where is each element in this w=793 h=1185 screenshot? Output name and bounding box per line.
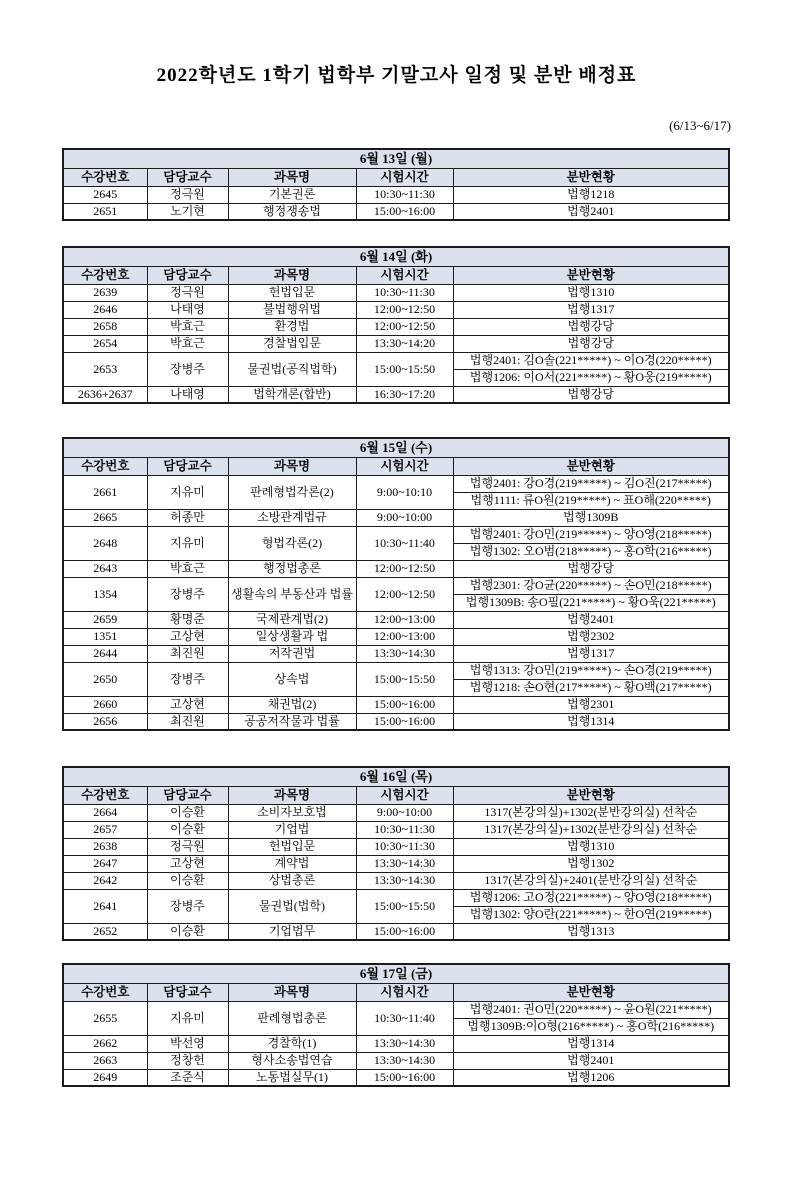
table-row (63, 872, 729, 889)
column-header-1: 담당교수 (147, 266, 228, 284)
cell-professor: 이승환 (147, 923, 228, 940)
cell-status: 법행2401: 강O경(219*****) ~ 김O진(217*****) (453, 475, 729, 492)
column-header-4: 분반현황 (453, 457, 729, 475)
cell-status: 1317(본강의실)+2401(분반강의실) 선착순 (453, 872, 729, 889)
cell-status: 1317(본강의실)+1302(분반강의실) 선착순 (453, 804, 729, 821)
cell-course-no: 2653 (63, 352, 147, 386)
cell-exam-time: 13:30~14:30 (356, 1035, 453, 1052)
table-row (63, 386, 729, 403)
column-header-3: 시험시간 (356, 266, 453, 284)
cell-status: 법행강당 (453, 318, 729, 335)
cell-status: 법행2401 (453, 203, 729, 220)
exam-table-day-1 (62, 148, 730, 221)
cell-professor: 황명준 (147, 611, 228, 628)
cell-professor: 나태영 (147, 386, 228, 403)
cell-exam-time: 15:00~16:00 (356, 923, 453, 940)
table-row (63, 509, 729, 526)
cell-subject: 상속법 (228, 662, 356, 696)
cell-exam-time: 13:30~14:30 (356, 872, 453, 889)
cell-course-no: 2642 (63, 872, 147, 889)
column-header-2: 과목명 (228, 786, 356, 804)
table-row (63, 577, 729, 594)
cell-course-no: 2655 (63, 1001, 147, 1035)
cell-exam-time: 15:00~16:00 (356, 713, 453, 730)
cell-subject: 저작권법 (228, 645, 356, 662)
cell-professor: 정극원 (147, 284, 228, 301)
table-row (63, 284, 729, 301)
cell-exam-time: 15:00~16:00 (356, 696, 453, 713)
table-row (63, 838, 729, 855)
cell-status: 법행강당 (453, 335, 729, 352)
cell-exam-time: 12:00~12:50 (356, 560, 453, 577)
cell-course-no: 1354 (63, 577, 147, 611)
column-header-4: 분반현황 (453, 786, 729, 804)
cell-subject: 형사소송법연습 (228, 1052, 356, 1069)
cell-status: 법행1314 (453, 713, 729, 730)
cell-exam-time: 13:30~14:20 (356, 335, 453, 352)
table-row (63, 335, 729, 352)
exam-table-day-5 (62, 963, 730, 1087)
cell-exam-time: 15:00~15:50 (356, 889, 453, 923)
table-row (63, 203, 729, 220)
cell-status: 법행강당 (453, 560, 729, 577)
cell-subject: 물권법(공직법학) (228, 352, 356, 386)
cell-course-no: 2644 (63, 645, 147, 662)
table-row (63, 1052, 729, 1069)
cell-subject: 행정법총론 (228, 560, 356, 577)
cell-exam-time: 15:00~15:50 (356, 662, 453, 696)
cell-exam-time: 15:00~15:50 (356, 352, 453, 386)
cell-exam-time: 9:00~10:00 (356, 804, 453, 821)
cell-subject: 경찰법입문 (228, 335, 356, 352)
cell-professor: 노기현 (147, 203, 228, 220)
cell-professor: 이승환 (147, 872, 228, 889)
cell-status: 법행1206: 고O정(221*****) ~ 양O영(218*****) (453, 889, 729, 906)
page-title: 2022학년도 1학기 법학부 기말고사 일정 및 분반 배정표 (156, 65, 637, 86)
cell-course-no: 2659 (63, 611, 147, 628)
column-header-4: 분반현황 (453, 266, 729, 284)
cell-professor: 지유미 (147, 475, 228, 509)
cell-status: 법행2301: 강O균(220*****) ~ 손O민(218*****) (453, 577, 729, 594)
cell-subject: 소비자보호법 (228, 804, 356, 821)
cell-status: 법행강당 (453, 386, 729, 403)
cell-subject: 계약법 (228, 855, 356, 872)
column-header-2: 과목명 (228, 457, 356, 475)
cell-course-no: 2651 (63, 203, 147, 220)
cell-course-no: 2656 (63, 713, 147, 730)
exam-table-day-4 (62, 766, 730, 941)
column-header-0: 수강번호 (63, 983, 147, 1001)
cell-status: 법행1309B (453, 509, 729, 526)
table-row (63, 1035, 729, 1052)
column-header-0: 수강번호 (63, 168, 147, 186)
table-date-header: 6월 13일 (월) (63, 149, 729, 168)
column-header-4: 분반현황 (453, 168, 729, 186)
cell-course-no: 2658 (63, 318, 147, 335)
table-date-header: 6월 14일 (화) (63, 247, 729, 266)
cell-subject: 헌법입문 (228, 838, 356, 855)
column-header-3: 시험시간 (356, 457, 453, 475)
cell-professor: 정극원 (147, 838, 228, 855)
cell-subject: 생활속의 부동산과 법률 (228, 577, 356, 611)
cell-course-no: 2647 (63, 855, 147, 872)
cell-status: 법행1313 (453, 923, 729, 940)
cell-exam-time: 13:30~14:30 (356, 645, 453, 662)
cell-professor: 최진원 (147, 645, 228, 662)
cell-professor: 고상현 (147, 628, 228, 645)
table-row (63, 526, 729, 543)
cell-professor: 지유미 (147, 526, 228, 560)
cell-exam-time: 12:00~12:50 (356, 301, 453, 318)
exam-table-day-2 (62, 246, 730, 404)
cell-exam-time: 10:30~11:30 (356, 838, 453, 855)
cell-status: 법행1206: 이O서(221*****) ~ 황O웅(219*****) (453, 369, 729, 386)
cell-status: 법행2401: 강O민(219*****) ~ 양O영(218*****) (453, 526, 729, 543)
cell-exam-time: 12:00~13:00 (356, 611, 453, 628)
table-row (63, 301, 729, 318)
cell-status: 법행2302 (453, 628, 729, 645)
table-date-header: 6월 15일 (수) (63, 438, 729, 457)
cell-subject: 판례형법총론 (228, 1001, 356, 1035)
cell-course-no: 2654 (63, 335, 147, 352)
table-date-header: 6월 16일 (목) (63, 767, 729, 786)
cell-status: 법행2401: 권O민(220*****) ~ 윤O원(221*****) (453, 1001, 729, 1018)
cell-status: 법행1302: 양O란(221*****) ~ 한O연(219*****) (453, 906, 729, 923)
cell-course-no: 1351 (63, 628, 147, 645)
cell-course-no: 2650 (63, 662, 147, 696)
column-header-3: 시험시간 (356, 786, 453, 804)
cell-subject: 기본권론 (228, 186, 356, 203)
cell-course-no: 2665 (63, 509, 147, 526)
table-row (63, 1001, 729, 1018)
cell-status: 법행2401 (453, 1052, 729, 1069)
cell-professor: 정극원 (147, 186, 228, 203)
cell-professor: 이승환 (147, 804, 228, 821)
cell-subject: 물권법(법학) (228, 889, 356, 923)
cell-status: 법행1309B:이O형(216*****) ~ 홍O학(216*****) (453, 1018, 729, 1035)
cell-course-no: 2643 (63, 560, 147, 577)
cell-status: 법행1310 (453, 284, 729, 301)
table-row (63, 1069, 729, 1086)
cell-subject: 헌법입문 (228, 284, 356, 301)
cell-exam-time: 13:30~14:30 (356, 1052, 453, 1069)
cell-exam-time: 15:00~16:00 (356, 1069, 453, 1086)
table-row (63, 475, 729, 492)
table-row (63, 696, 729, 713)
cell-exam-time: 10:30~11:30 (356, 186, 453, 203)
cell-professor: 장병주 (147, 577, 228, 611)
cell-status: 법행1218: 손O현(217*****) ~ 황O백(217*****) (453, 679, 729, 696)
cell-status: 법행2401 (453, 611, 729, 628)
cell-subject: 형법각론(2) (228, 526, 356, 560)
cell-status: 법행1317 (453, 301, 729, 318)
column-header-1: 담당교수 (147, 786, 228, 804)
cell-status: 법행1313: 강O민(219*****) ~ 손O경(219*****) (453, 662, 729, 679)
cell-subject: 불법행위법 (228, 301, 356, 318)
cell-course-no: 2638 (63, 838, 147, 855)
cell-professor: 최진원 (147, 713, 228, 730)
cell-exam-time: 16:30~17:20 (356, 386, 453, 403)
cell-status: 법행1302 (453, 855, 729, 872)
cell-subject: 일상생활과 법 (228, 628, 356, 645)
cell-professor: 조준식 (147, 1069, 228, 1086)
cell-exam-time: 10:30~11:30 (356, 284, 453, 301)
cell-status: 법행1111: 류O원(219*****) ~ 표O해(220*****) (453, 492, 729, 509)
cell-exam-time: 9:00~10:00 (356, 509, 453, 526)
cell-status: 법행2301 (453, 696, 729, 713)
cell-subject: 상법총론 (228, 872, 356, 889)
cell-course-no: 2649 (63, 1069, 147, 1086)
cell-professor: 박효근 (147, 335, 228, 352)
cell-exam-time: 12:00~13:00 (356, 628, 453, 645)
column-header-2: 과목명 (228, 168, 356, 186)
table-row (63, 821, 729, 838)
cell-course-no: 2645 (63, 186, 147, 203)
column-header-3: 시험시간 (356, 168, 453, 186)
cell-subject: 판례형법각론(2) (228, 475, 356, 509)
cell-subject: 소방관계법규 (228, 509, 356, 526)
cell-professor: 나태영 (147, 301, 228, 318)
cell-subject: 공공저작물과 법률 (228, 713, 356, 730)
column-header-1: 담당교수 (147, 983, 228, 1001)
cell-exam-time: 12:00~12:50 (356, 318, 453, 335)
column-header-0: 수강번호 (63, 457, 147, 475)
cell-course-no: 2661 (63, 475, 147, 509)
cell-status: 법행1309B: 송O필(221*****) ~ 황O욱(221*****) (453, 594, 729, 611)
cell-subject: 채권법(2) (228, 696, 356, 713)
table-row (63, 662, 729, 679)
cell-course-no: 2641 (63, 889, 147, 923)
cell-exam-time: 12:00~12:50 (356, 577, 453, 611)
cell-professor: 허종만 (147, 509, 228, 526)
cell-subject: 환경법 (228, 318, 356, 335)
column-header-3: 시험시간 (356, 983, 453, 1001)
table-row (63, 713, 729, 730)
cell-exam-time: 10:30~11:40 (356, 1001, 453, 1035)
cell-course-no: 2646 (63, 301, 147, 318)
column-header-0: 수강번호 (63, 786, 147, 804)
cell-subject: 법학개론(합반) (228, 386, 356, 403)
cell-status: 1317(본강의실)+1302(분반강의실) 선착순 (453, 821, 729, 838)
cell-status: 법행1218 (453, 186, 729, 203)
cell-professor: 고상현 (147, 855, 228, 872)
cell-status: 법행1206 (453, 1069, 729, 1086)
cell-status: 법행1314 (453, 1035, 729, 1052)
column-header-2: 과목명 (228, 983, 356, 1001)
date-range: (6/13~6/17) (669, 118, 731, 133)
table-row (63, 186, 729, 203)
cell-exam-time: 10:30~11:30 (356, 821, 453, 838)
column-header-2: 과목명 (228, 266, 356, 284)
cell-professor: 고상현 (147, 696, 228, 713)
cell-exam-time: 10:30~11:40 (356, 526, 453, 560)
cell-subject: 행정쟁송법 (228, 203, 356, 220)
cell-professor: 박효근 (147, 318, 228, 335)
column-header-1: 담당교수 (147, 168, 228, 186)
cell-professor: 이승환 (147, 821, 228, 838)
table-row (63, 352, 729, 369)
cell-exam-time: 13:30~14:30 (356, 855, 453, 872)
cell-professor: 장병주 (147, 662, 228, 696)
cell-course-no: 2664 (63, 804, 147, 821)
cell-course-no: 2639 (63, 284, 147, 301)
cell-professor: 장병주 (147, 352, 228, 386)
cell-course-no: 2660 (63, 696, 147, 713)
column-header-0: 수강번호 (63, 266, 147, 284)
cell-subject: 국제관계법(2) (228, 611, 356, 628)
column-header-1: 담당교수 (147, 457, 228, 475)
cell-professor: 정창헌 (147, 1052, 228, 1069)
tables-container (0, 148, 793, 1087)
cell-professor: 박효근 (147, 560, 228, 577)
cell-course-no: 2663 (63, 1052, 147, 1069)
cell-professor: 지유미 (147, 1001, 228, 1035)
cell-professor: 장병주 (147, 889, 228, 923)
cell-course-no: 2648 (63, 526, 147, 560)
cell-exam-time: 9:00~10:10 (356, 475, 453, 509)
cell-status: 법행1310 (453, 838, 729, 855)
cell-subject: 기업법 (228, 821, 356, 838)
cell-status: 법행1302: 오O범(218*****) ~ 홍O학(216*****) (453, 543, 729, 560)
table-row (63, 611, 729, 628)
cell-subject: 경찰학(1) (228, 1035, 356, 1052)
table-row (63, 855, 729, 872)
cell-subject: 노동법실무(1) (228, 1069, 356, 1086)
table-row (63, 628, 729, 645)
table-row (63, 645, 729, 662)
table-date-header: 6월 17일 (금) (63, 964, 729, 983)
exam-table-day-3 (62, 437, 730, 731)
cell-subject: 기업법무 (228, 923, 356, 940)
table-row (63, 889, 729, 906)
cell-course-no: 2636+2637 (63, 386, 147, 403)
cell-professor: 박선영 (147, 1035, 228, 1052)
column-header-4: 분반현황 (453, 983, 729, 1001)
cell-course-no: 2652 (63, 923, 147, 940)
table-row (63, 318, 729, 335)
table-row (63, 804, 729, 821)
cell-exam-time: 15:00~16:00 (356, 203, 453, 220)
cell-status: 법행2401: 김O솔(221*****) ~ 이O경(220*****) (453, 352, 729, 369)
cell-course-no: 2657 (63, 821, 147, 838)
table-row (63, 923, 729, 940)
table-row (63, 560, 729, 577)
cell-status: 법행1317 (453, 645, 729, 662)
cell-course-no: 2662 (63, 1035, 147, 1052)
